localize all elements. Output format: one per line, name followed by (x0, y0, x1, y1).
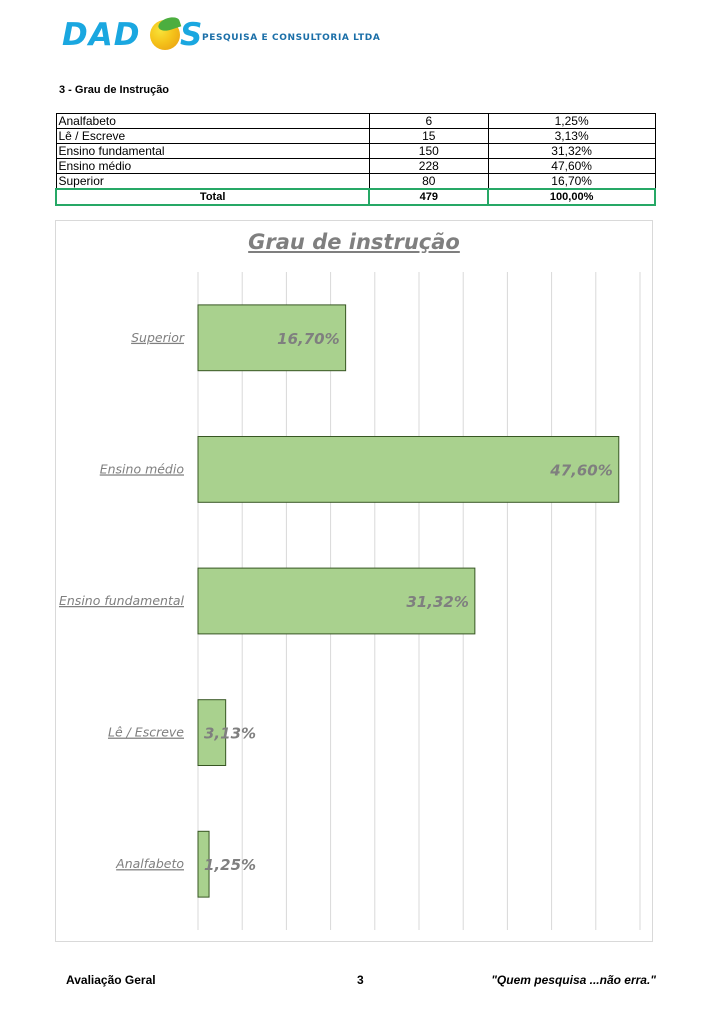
row-count: 6 (369, 114, 488, 129)
chart-category-label: Analfabeto (116, 856, 184, 872)
chart-value-label: 47,60% (550, 461, 613, 480)
row-label: Ensino fundamental (56, 144, 369, 159)
chart-category-label: Lê / Escreve (107, 724, 184, 740)
chart-value-label: 3,13% (204, 724, 257, 743)
total-percent: 100,00% (488, 189, 655, 205)
chart-value-label: 16,70% (277, 329, 340, 348)
footer-slogan: "Quem pesquisa ...não erra." (491, 973, 656, 987)
chart-category-label: Ensino fundamental (58, 593, 184, 608)
row-label: Analfabeto (56, 114, 369, 129)
row-count: 15 (369, 129, 488, 144)
chart-value-label: 1,25% (204, 856, 257, 875)
chart-title: Grau de instrução (248, 230, 460, 254)
section-title: 3 - Grau de Instrução (59, 84, 170, 96)
row-count: 150 (369, 144, 488, 159)
row-percent: 47,60% (488, 159, 655, 174)
row-count: 228 (369, 159, 488, 174)
row-label: Ensino médio (56, 159, 369, 174)
row-percent: 31,32% (488, 144, 655, 159)
row-percent: 3,13% (488, 129, 655, 144)
total-label: Total (56, 189, 369, 205)
row-label: Lê / Escreve (56, 129, 369, 144)
logo-word: DAD (62, 17, 141, 53)
logo-word-end: S (180, 17, 203, 53)
footer-left: Avaliação Geral (66, 973, 156, 987)
chart-category-label: Ensino médio (99, 461, 184, 477)
row-label: Superior (56, 174, 369, 190)
row-percent: 16,70% (488, 174, 655, 190)
row-count: 80 (369, 174, 488, 190)
logo-subtitle: PESQUISA E CONSULTORIA LTDA (202, 33, 381, 43)
row-percent: 1,25% (488, 114, 655, 129)
page-number: 3 (357, 973, 364, 987)
chart-category-label: Superior (131, 329, 184, 345)
total-count: 479 (369, 189, 488, 205)
chart-value-label: 31,32% (406, 593, 469, 611)
